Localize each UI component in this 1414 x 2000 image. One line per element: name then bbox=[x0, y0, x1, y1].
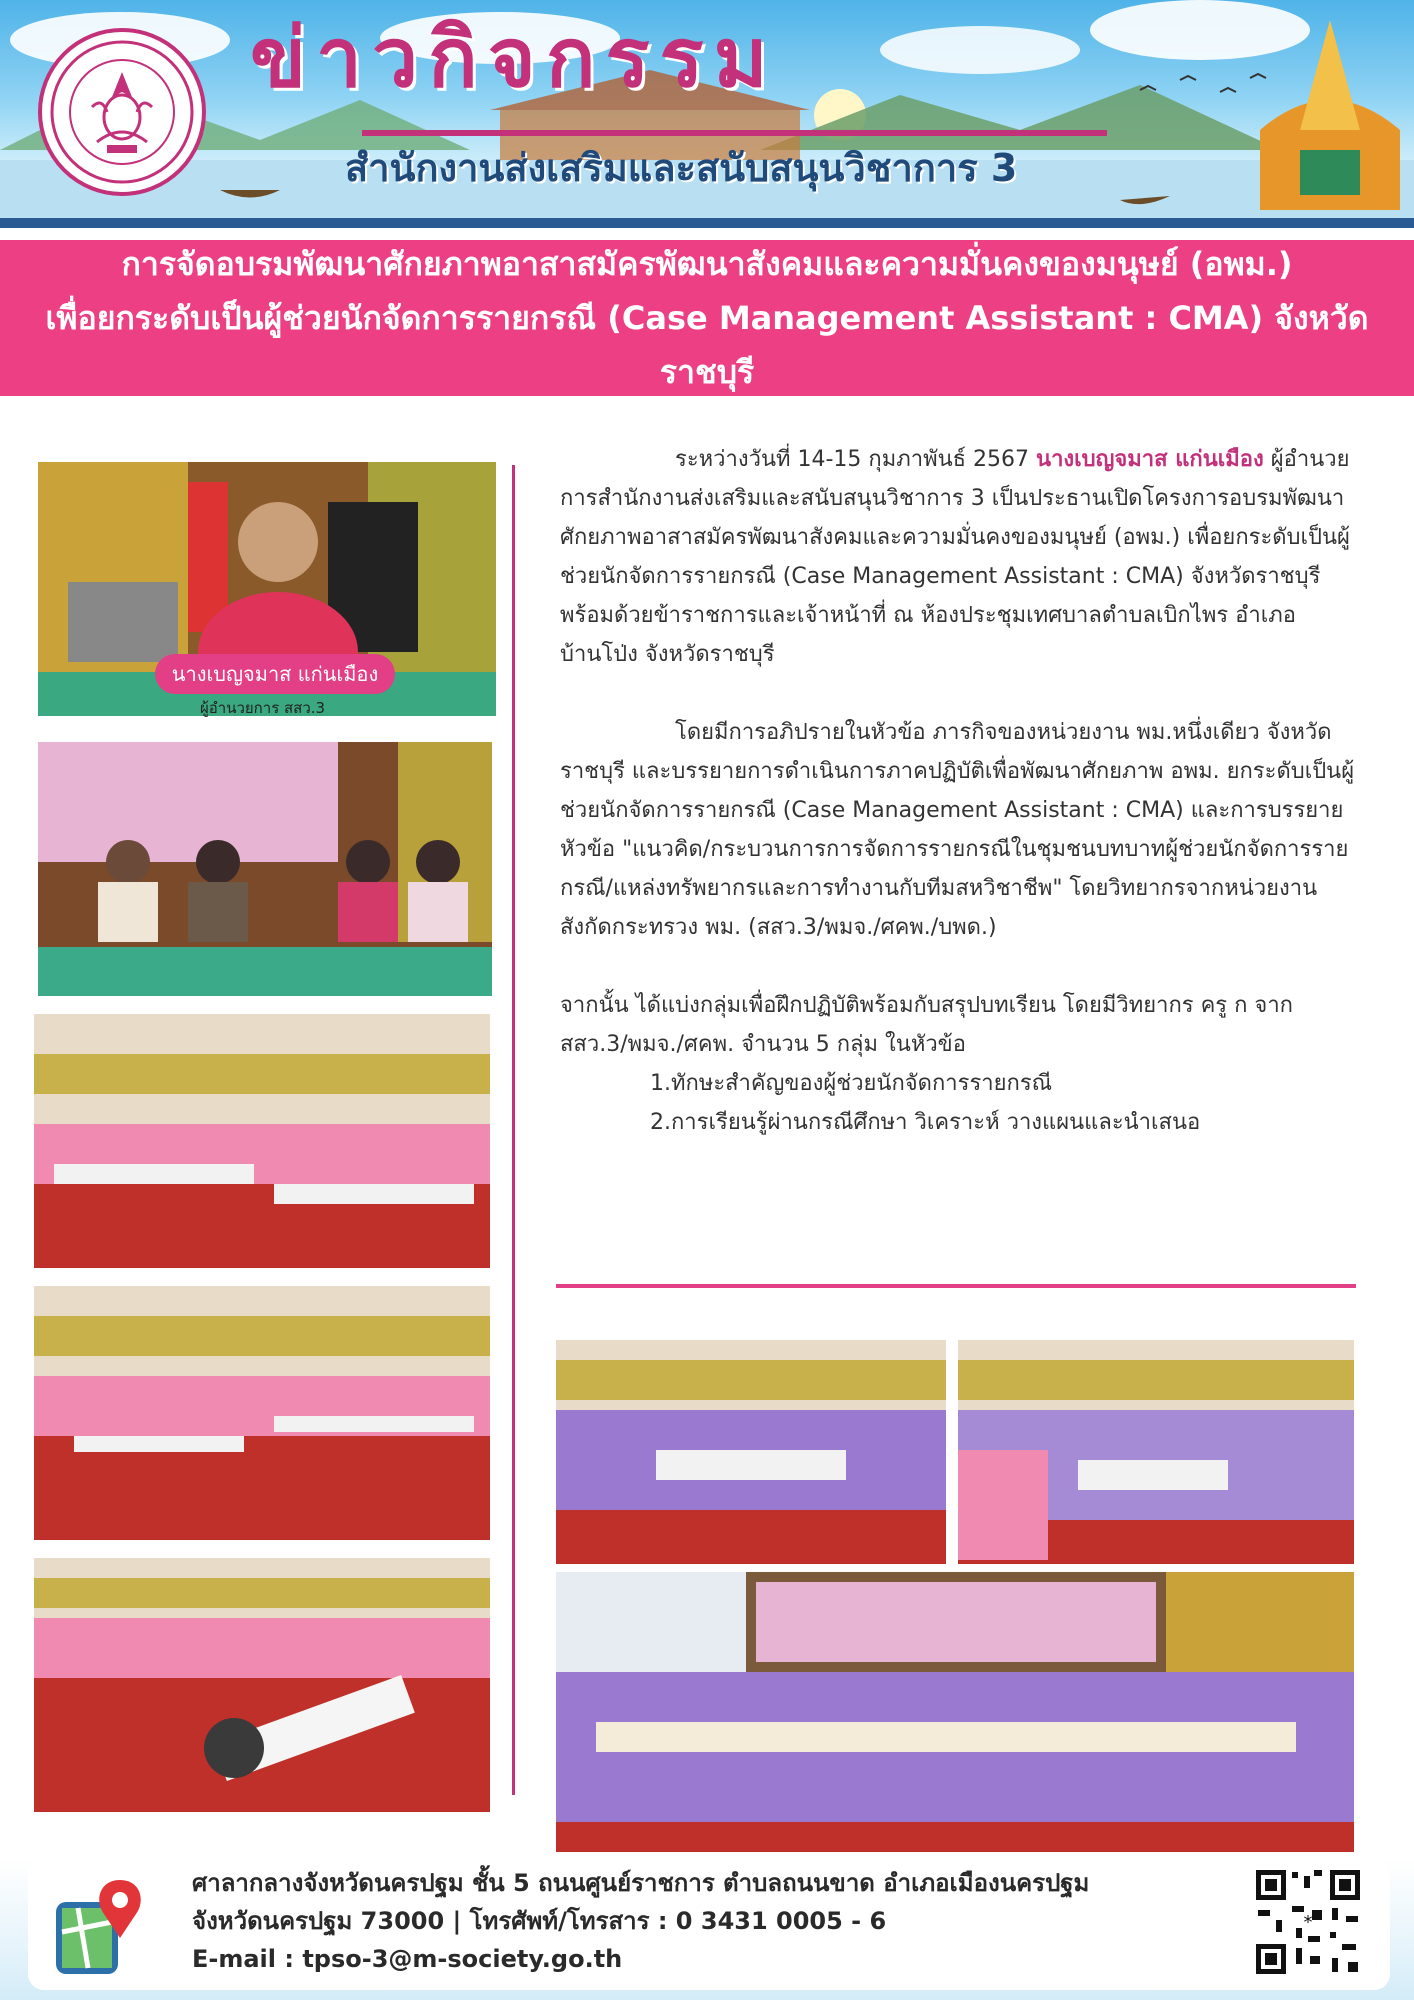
headline-line-1: การจัดอบรมพัฒนาศักยภาพอาสาสมัครพัฒนาสังคมและความมั่นคงของมนุษย์ (อพม.) bbox=[121, 245, 1293, 283]
header-banner bbox=[0, 0, 1414, 218]
section-divider bbox=[556, 1284, 1356, 1288]
photo-group-certificates bbox=[556, 1572, 1354, 1852]
address-line-2: จังหวัดนครปฐม 73000 | โทรศัพท์/โทรสาร : 0 3431 0005 - 6 bbox=[192, 1907, 887, 1935]
photo-opening-ceremony bbox=[38, 742, 492, 996]
address-line-1: ศาลากลางจังหวัดนครปฐม ชั้น 5 ถนนศูนย์ราชการ ตำบลถนนขาด อำเภอเมืองนครปฐม bbox=[192, 1869, 1090, 1897]
column-divider bbox=[512, 465, 515, 1795]
director-name: นางเบญจมาส แก่นเมือง bbox=[1036, 447, 1264, 472]
topic-2: 2.การเรียนรู้ผ่านกรณีศึกษา วิเคราะห์ วางแผนและนำเสนอ bbox=[650, 1110, 1201, 1135]
title-underline bbox=[362, 130, 1107, 136]
contact-info bbox=[192, 1864, 1089, 1978]
director-position-label: ผู้อำนวยการ สสว.3 bbox=[200, 699, 326, 717]
director-name-tag: นางเบญจมาส แก่นเมือง bbox=[155, 654, 395, 694]
paragraph-1-text: ผู้อำนวยการสำนักงานส่งเสริมและสนับสนุนวิชาการ 3 เป็นประธานเปิดโครงการอบรมพัฒนาศักยภาพอาสาสมัครพัฒนาสังคมและความมั่นคงของมนุษย์ (อพม.) เพื่อยกระดับเป็นผู้ช่วยนักจัดการรายกรณี (Case Management Assistant : CMA) จังหวัดราชบุรี พร้อมด้วยข้าราชการและเจ้าหน้าที่ ณ ห้องประชุมเทศบาลตำบลเบิกไพร อำเภอบ้านโป่ง จังหวัดราชบุรี bbox=[560, 447, 1350, 667]
topic-1: 1.ทักษะสำคัญของผู้ช่วยนักจัดการรายกรณี bbox=[650, 1071, 1053, 1096]
paragraph-3 bbox=[560, 986, 1360, 1064]
article-body bbox=[560, 440, 1360, 1142]
page-title: ข่าวกิจกรรม bbox=[250, 11, 778, 106]
office-seal-logo bbox=[38, 28, 206, 196]
paragraph-2-text: โดยมีการอภิปรายในหัวข้อ ภารกิจของหน่วยงาน พม.หนึ่งเดียว จังหวัดราชบุรี และบรรยายการดำเนินการภาคปฏิบัติเพื่อพัฒนาศักยภาพ อพม. ยกระดับเป็นผู้ช่วยนักจัดการรายกรณี (Case Management Assistant : CMA) และการบรรยายหัวข้อ "แนวคิด/กระบวนการการจัดการรายกรณีในชุมชนบทบาทผู้ช่วยนักจัดการรายกรณี/แหล่งทรัพยากรและการทำงานกับทีมสหวิชาชีพ" โดยวิทยากรจากหน่วยงานสังกัดกระทรวง พม. (สสว.3/พมจ./ศคพ./บพด.) bbox=[560, 720, 1355, 940]
map-pin-icon bbox=[48, 1872, 158, 1982]
paragraph-2 bbox=[560, 713, 1360, 947]
email-line[interactable]: E-mail : tpso-3@m-society.go.th bbox=[192, 1945, 623, 1973]
photo-audience-1 bbox=[34, 1014, 490, 1268]
headline-line-2: เพื่อยกระดับเป็นผู้ช่วยนักจัดการรายกรณี (Case Management Assistant : CMA) จังหวัดราชบุรี bbox=[45, 299, 1369, 391]
photo-group-work-1 bbox=[556, 1340, 946, 1564]
photo-group-work-2 bbox=[958, 1340, 1354, 1564]
seal-emblem-icon bbox=[47, 37, 197, 187]
paragraph-1 bbox=[560, 440, 1360, 674]
svg-text:*: * bbox=[1303, 1912, 1313, 1933]
headline-band bbox=[0, 240, 1414, 396]
photo-audience-2 bbox=[34, 1286, 490, 1540]
office-subtitle: สำนักงานส่งเสริมและสนับสนุนวิชาการ 3 bbox=[345, 146, 1018, 190]
event-date: ระหว่างวันที่ 14-15 กุมภาพันธ์ 2567 bbox=[675, 447, 1030, 472]
header-divider bbox=[0, 218, 1414, 228]
paragraph-3-text: จากนั้น ได้แบ่งกลุ่มเพื่อฝึกปฏิบัติพร้อมกับสรุปบทเรียน โดยมีวิทยากร ครู ก จาก สสว.3/พมจ./ศคพ. จำนวน 5 กลุ่ม ในหัวข้อ bbox=[560, 993, 1293, 1057]
qr-code-icon[interactable] bbox=[1252, 1866, 1364, 1978]
photo-audience-3 bbox=[34, 1558, 490, 1812]
